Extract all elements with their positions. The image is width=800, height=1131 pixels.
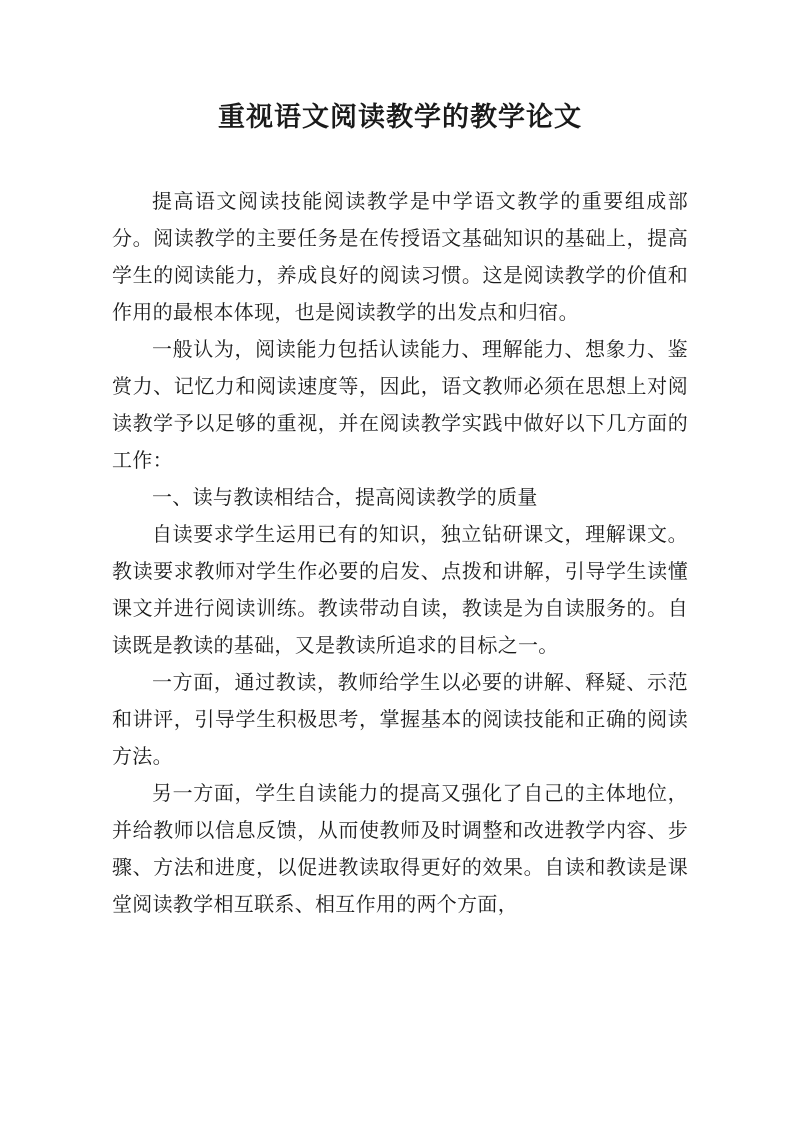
paragraph-1: 提高语文阅读技能阅读教学是中学语文教学的重要组成部分。阅读教学的主要任务是在传授语文基础知识的基础上，提高学生的阅读能力，养成良好的阅读习惯。这是阅读教学的价值和作用的最根本体现，也是阅读教学的出发点和归宿。 — [112, 189, 688, 324]
paragraph-3: 自读要求学生运用已有的知识，独立钻研课文，理解课文。教读要求教师对学生作必要的启发、点拨和讲解，引导学生读懂课文并进行阅读训练。教读带动自读，教读是为自读服务的。自读既是教读的基础，又是教读所追求的目标之一。 — [112, 522, 688, 657]
document-title: 重视语文阅读教学的教学论文 — [218, 102, 582, 133]
document-body — [112, 183, 688, 923]
paragraph-4: 一方面，通过教读，教师给学生以必要的讲解、释疑、示范和讲评，引导学生积极思考，掌握基本的阅读技能和正确的阅读方法。 — [112, 670, 688, 768]
paragraph-2: 一般认为，阅读能力包括认读能力、理解能力、想象力、鉴赏力、记忆力和阅读速度等，因此，语文教师必须在思想上对阅读教学予以足够的重视，并在阅读教学实践中做好以下几方面的工作： — [112, 337, 688, 472]
paragraph-5: 另一方面，学生自读能力的提高又强化了自己的主体地位，并给教师以信息反馈，从而使教师及时调整和改进教学内容、步骤、方法和进度，以促进教读取得更好的效果。自读和教读是课堂阅读教学相互联系、相互作用的两个方面， — [112, 781, 688, 916]
section-heading-1: 一、读与教读相结合，提高阅读教学的质量 — [152, 485, 538, 509]
